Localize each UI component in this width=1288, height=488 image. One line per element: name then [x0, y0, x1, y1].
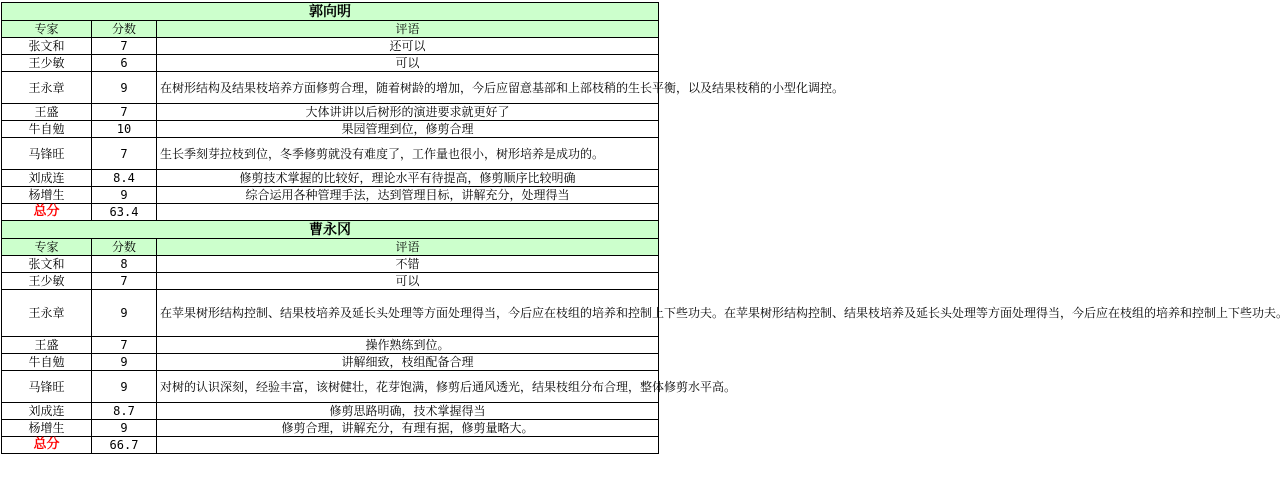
table-row [2, 290, 659, 337]
header-score: 分数 [92, 239, 157, 256]
table-row [2, 138, 659, 170]
expert-comment: 生长季刻芽拉枝到位，冬季修剪就没有难度了，工作量也很小，树形培养是成功的。 [157, 138, 659, 170]
expert-name: 王少敏 [2, 55, 92, 72]
expert-name: 牛自勉 [2, 354, 92, 371]
expert-comment: 在苹果树形结构控制、结果枝培养及延长头处理等方面处理得当，今后应在枝组的培养和控制上下些功夫。在苹果树形结构控制、结果枝培养及延长头处理等方面处理得当，今后应在枝组的培养和控制上下些功夫。 [157, 290, 659, 337]
table-row [2, 55, 659, 72]
expert-name: 杨增生 [2, 420, 92, 437]
header-row [2, 239, 659, 256]
expert-name: 马锋旺 [2, 371, 92, 403]
expert-name: 马锋旺 [2, 138, 92, 170]
table-row [2, 72, 659, 104]
expert-name: 王少敏 [2, 273, 92, 290]
expert-score: 9 [92, 72, 157, 104]
total-row [2, 437, 659, 454]
total-comment [157, 204, 659, 221]
total-comment [157, 437, 659, 454]
table-row [2, 403, 659, 420]
expert-name: 王盛 [2, 337, 92, 354]
header-score: 分数 [92, 21, 157, 38]
section-title: 郭向明 [2, 3, 659, 21]
expert-name: 刘成连 [2, 403, 92, 420]
expert-comment: 不错 [157, 256, 659, 273]
expert-name: 王盛 [2, 104, 92, 121]
expert-comment: 可以 [157, 273, 659, 290]
expert-name: 杨增生 [2, 187, 92, 204]
expert-comment: 对树的认识深刻，经验丰富，该树健壮，花芽饱满，修剪后通风透光，结果枝组分布合理，整体修剪水平高。 [157, 371, 659, 403]
header-row [2, 21, 659, 38]
table-row [2, 337, 659, 354]
expert-comment: 综合运用各种管理手法，达到管理目标，讲解充分，处理得当 [157, 187, 659, 204]
header-expert: 专家 [2, 239, 92, 256]
table-row [2, 256, 659, 273]
table-row [2, 170, 659, 187]
expert-score: 8.7 [92, 403, 157, 420]
expert-comment: 还可以 [157, 38, 659, 55]
expert-score: 9 [92, 371, 157, 403]
header-expert: 专家 [2, 21, 92, 38]
total-score: 66.7 [92, 437, 157, 454]
expert-comment: 大体讲讲以后树形的演进要求就更好了 [157, 104, 659, 121]
section-title-row [2, 3, 659, 21]
total-score: 63.4 [92, 204, 157, 221]
expert-comment: 修剪合理，讲解充分，有理有据，修剪量略大。 [157, 420, 659, 437]
expert-score: 9 [92, 420, 157, 437]
expert-comment: 修剪思路明确，技术掌握得当 [157, 403, 659, 420]
expert-comment: 果园管理到位，修剪合理 [157, 121, 659, 138]
expert-score: 8.4 [92, 170, 157, 187]
header-comment: 评语 [157, 239, 659, 256]
expert-score: 7 [92, 138, 157, 170]
expert-name: 张文和 [2, 38, 92, 55]
expert-score: 10 [92, 121, 157, 138]
expert-score: 7 [92, 273, 157, 290]
table-row [2, 371, 659, 403]
section-title: 曹永冈 [2, 221, 659, 239]
table-row [2, 38, 659, 55]
expert-score: 8 [92, 256, 157, 273]
table-row [2, 420, 659, 437]
table-row [2, 104, 659, 121]
expert-name: 王永章 [2, 72, 92, 104]
expert-score: 6 [92, 55, 157, 72]
expert-score: 7 [92, 104, 157, 121]
expert-score: 7 [92, 337, 157, 354]
expert-score: 9 [92, 354, 157, 371]
expert-name: 牛自勉 [2, 121, 92, 138]
expert-comment: 讲解细致，枝组配备合理 [157, 354, 659, 371]
section-title-row [2, 221, 659, 239]
expert-comment: 在树形结构及结果枝培养方面修剪合理，随着树龄的增加，今后应留意基部和上部枝稍的生长平衡，以及结果枝稍的小型化调控。 [157, 72, 659, 104]
header-comment: 评语 [157, 21, 659, 38]
total-label: 总分 [2, 204, 92, 221]
expert-comment: 可以 [157, 55, 659, 72]
table-row [2, 273, 659, 290]
score-sheet [1, 2, 1288, 454]
expert-comment: 修剪技术掌握的比较好，理论水平有待提高，修剪顺序比较明确 [157, 170, 659, 187]
table-row [2, 354, 659, 371]
expert-score: 7 [92, 38, 157, 55]
table-row [2, 187, 659, 204]
total-row [2, 204, 659, 221]
expert-comment: 操作熟练到位。 [157, 337, 659, 354]
total-label: 总分 [2, 437, 92, 454]
expert-name: 王永章 [2, 290, 92, 337]
table-row [2, 121, 659, 138]
expert-score: 9 [92, 187, 157, 204]
expert-score: 9 [92, 290, 157, 337]
expert-name: 刘成连 [2, 170, 92, 187]
expert-name: 张文和 [2, 256, 92, 273]
